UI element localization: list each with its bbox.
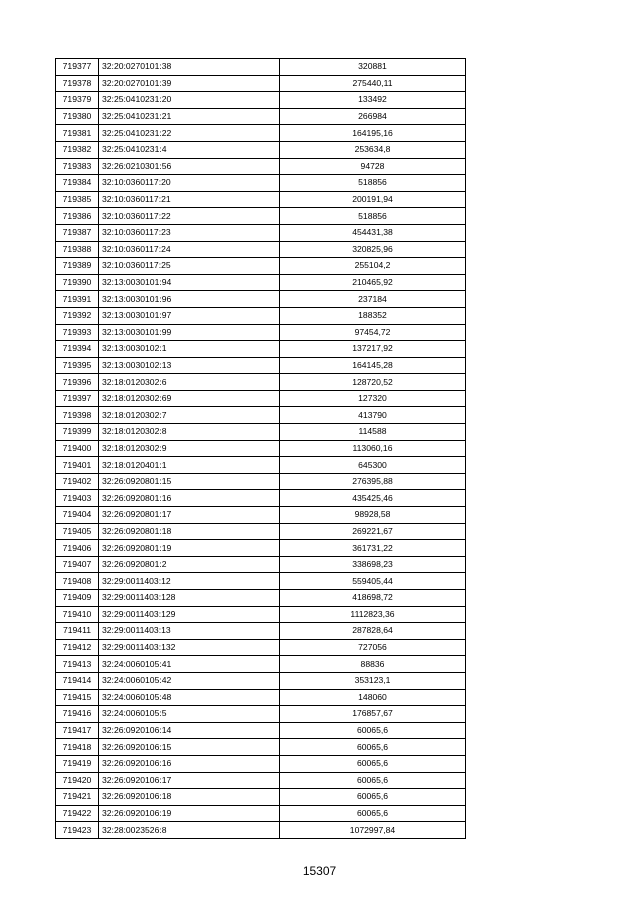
cadastral-code-cell: 32:26:0920801:18 [99, 523, 280, 540]
row-number-cell: 719404 [56, 507, 99, 524]
table-row [56, 639, 466, 656]
table-row [56, 341, 466, 358]
cadastral-code-cell: 32:25:0410231:21 [99, 108, 280, 125]
cadastral-code-cell: 32:29:0011403:12 [99, 573, 280, 590]
value-cell: 353123,1 [280, 672, 466, 689]
value-cell: 164145,28 [280, 357, 466, 374]
table-row [56, 457, 466, 474]
table-row [56, 125, 466, 142]
cadastral-code-cell: 32:18:0120302:7 [99, 407, 280, 424]
table-row [56, 507, 466, 524]
row-number-cell: 719394 [56, 341, 99, 358]
table-row [56, 241, 466, 258]
row-number-cell: 719405 [56, 523, 99, 540]
cadastral-code-cell: 32:25:0410231:20 [99, 92, 280, 109]
table-row [56, 490, 466, 507]
cadastral-code-cell: 32:29:0011403:128 [99, 590, 280, 607]
row-number-cell: 719399 [56, 424, 99, 441]
value-cell: 94728 [280, 158, 466, 175]
value-cell: 148060 [280, 689, 466, 706]
table-row [56, 291, 466, 308]
value-cell: 200191,94 [280, 191, 466, 208]
value-cell: 361731,22 [280, 540, 466, 557]
row-number-cell: 719406 [56, 540, 99, 557]
value-cell: 188352 [280, 307, 466, 324]
row-number-cell: 719414 [56, 672, 99, 689]
value-cell: 276395,88 [280, 473, 466, 490]
table-row [56, 141, 466, 158]
table-row [56, 274, 466, 291]
cadastral-code-cell: 32:20:0270101:38 [99, 59, 280, 76]
value-cell: 60065,6 [280, 805, 466, 822]
table-row [56, 672, 466, 689]
table-row [56, 689, 466, 706]
row-number-cell: 719415 [56, 689, 99, 706]
row-number-cell: 719402 [56, 473, 99, 490]
table-row [56, 258, 466, 275]
cadastral-code-cell: 32:29:0011403:13 [99, 623, 280, 640]
table-row [56, 108, 466, 125]
cadastral-code-cell: 32:26:0920106:19 [99, 805, 280, 822]
cadastral-code-cell: 32:20:0270101:39 [99, 75, 280, 92]
value-cell: 266984 [280, 108, 466, 125]
cadastral-code-cell: 32:13:0030102:1 [99, 341, 280, 358]
table-row [56, 374, 466, 391]
page-number: 15307 [302, 864, 337, 878]
table-body [56, 59, 466, 839]
table-row [56, 75, 466, 92]
row-number-cell: 719403 [56, 490, 99, 507]
table-row [56, 722, 466, 739]
row-number-cell: 719387 [56, 224, 99, 241]
cadastral-code-cell: 32:29:0011403:132 [99, 639, 280, 656]
row-number-cell: 719385 [56, 191, 99, 208]
row-number-cell: 719401 [56, 457, 99, 474]
value-cell: 60065,6 [280, 772, 466, 789]
row-number-cell: 719398 [56, 407, 99, 424]
table-row [56, 739, 466, 756]
row-number-cell: 719412 [56, 639, 99, 656]
table-row [56, 789, 466, 806]
table-row [56, 224, 466, 241]
row-number-cell: 719384 [56, 175, 99, 192]
row-number-cell: 719379 [56, 92, 99, 109]
cadastral-code-cell: 32:18:0120302:9 [99, 440, 280, 457]
cadastral-code-cell: 32:18:0120401:1 [99, 457, 280, 474]
value-cell: 113060,16 [280, 440, 466, 457]
value-cell: 320825,96 [280, 241, 466, 258]
cadastral-code-cell: 32:13:0030102:13 [99, 357, 280, 374]
row-number-cell: 719392 [56, 307, 99, 324]
cadastral-code-cell: 32:26:0920106:15 [99, 739, 280, 756]
row-number-cell: 719388 [56, 241, 99, 258]
data-table [55, 58, 466, 839]
row-number-cell: 719408 [56, 573, 99, 590]
value-cell: 164195,16 [280, 125, 466, 142]
table-row [56, 390, 466, 407]
value-cell: 88836 [280, 656, 466, 673]
value-cell: 98928,58 [280, 507, 466, 524]
value-cell: 1072997,84 [280, 822, 466, 839]
cadastral-code-cell: 32:24:0060105:41 [99, 656, 280, 673]
value-cell: 559405,44 [280, 573, 466, 590]
value-cell: 127320 [280, 390, 466, 407]
row-number-cell: 719400 [56, 440, 99, 457]
row-number-cell: 719389 [56, 258, 99, 275]
table-row [56, 158, 466, 175]
row-number-cell: 719391 [56, 291, 99, 308]
value-cell: 418698,72 [280, 590, 466, 607]
value-cell: 518856 [280, 175, 466, 192]
table-row [56, 523, 466, 540]
row-number-cell: 719421 [56, 789, 99, 806]
row-number-cell: 719411 [56, 623, 99, 640]
table-row [56, 357, 466, 374]
cadastral-code-cell: 32:10:0360117:24 [99, 241, 280, 258]
value-cell: 210465,92 [280, 274, 466, 291]
cadastral-code-cell: 32:18:0120302:6 [99, 374, 280, 391]
table-row [56, 755, 466, 772]
cadastral-code-cell: 32:13:0030101:97 [99, 307, 280, 324]
value-cell: 320881 [280, 59, 466, 76]
cadastral-code-cell: 32:26:0920106:17 [99, 772, 280, 789]
value-cell: 60065,6 [280, 722, 466, 739]
table-row [56, 175, 466, 192]
row-number-cell: 719393 [56, 324, 99, 341]
cadastral-code-cell: 32:13:0030101:99 [99, 324, 280, 341]
cadastral-code-cell: 32:26:0920106:18 [99, 789, 280, 806]
value-cell: 176857,67 [280, 706, 466, 723]
value-cell: 338698,23 [280, 556, 466, 573]
cadastral-code-cell: 32:18:0120302:8 [99, 424, 280, 441]
cadastral-code-cell: 32:26:0920801:17 [99, 507, 280, 524]
row-number-cell: 719397 [56, 390, 99, 407]
row-number-cell: 719381 [56, 125, 99, 142]
row-number-cell: 719407 [56, 556, 99, 573]
table-row [56, 407, 466, 424]
table-row [56, 706, 466, 723]
table-row [56, 805, 466, 822]
table-row [56, 590, 466, 607]
table-row [56, 822, 466, 839]
table-row [56, 307, 466, 324]
table-row [56, 440, 466, 457]
row-number-cell: 719413 [56, 656, 99, 673]
cadastral-code-cell: 32:13:0030101:96 [99, 291, 280, 308]
cadastral-code-cell: 32:18:0120302:69 [99, 390, 280, 407]
value-cell: 60065,6 [280, 755, 466, 772]
row-number-cell: 719418 [56, 739, 99, 756]
table-row [56, 473, 466, 490]
row-number-cell: 719417 [56, 722, 99, 739]
cadastral-code-cell: 32:28:0023526:8 [99, 822, 280, 839]
cadastral-code-cell: 32:26:0210301:56 [99, 158, 280, 175]
value-cell: 269221,67 [280, 523, 466, 540]
table-row [56, 573, 466, 590]
value-cell: 413790 [280, 407, 466, 424]
table-row [56, 191, 466, 208]
cadastral-code-cell: 32:10:0360117:25 [99, 258, 280, 275]
value-cell: 287828,64 [280, 623, 466, 640]
value-cell: 518856 [280, 208, 466, 225]
row-number-cell: 719410 [56, 606, 99, 623]
value-cell: 137217,92 [280, 341, 466, 358]
cadastral-code-cell: 32:26:0920801:2 [99, 556, 280, 573]
table-row [56, 59, 466, 76]
table-row [56, 623, 466, 640]
value-cell: 128720,52 [280, 374, 466, 391]
table-row [56, 556, 466, 573]
value-cell: 454431,38 [280, 224, 466, 241]
cadastral-code-cell: 32:10:0360117:23 [99, 224, 280, 241]
table-row [56, 656, 466, 673]
row-number-cell: 719396 [56, 374, 99, 391]
value-cell: 1112823,36 [280, 606, 466, 623]
cadastral-code-cell: 32:26:0920801:19 [99, 540, 280, 557]
row-number-cell: 719382 [56, 141, 99, 158]
row-number-cell: 719416 [56, 706, 99, 723]
cadastral-code-cell: 32:10:0360117:20 [99, 175, 280, 192]
value-cell: 255104,2 [280, 258, 466, 275]
value-cell: 645300 [280, 457, 466, 474]
value-cell: 435425,46 [280, 490, 466, 507]
cadastral-code-cell: 32:26:0920801:15 [99, 473, 280, 490]
value-cell: 60065,6 [280, 739, 466, 756]
table-row [56, 606, 466, 623]
value-cell: 114588 [280, 424, 466, 441]
cadastral-code-cell: 32:24:0060105:5 [99, 706, 280, 723]
cadastral-code-cell: 32:13:0030101:94 [99, 274, 280, 291]
table-row [56, 92, 466, 109]
table-row [56, 208, 466, 225]
value-cell: 97454,72 [280, 324, 466, 341]
cadastral-code-cell: 32:26:0920106:14 [99, 722, 280, 739]
cadastral-code-cell: 32:26:0920106:16 [99, 755, 280, 772]
row-number-cell: 719377 [56, 59, 99, 76]
cadastral-code-cell: 32:10:0360117:21 [99, 191, 280, 208]
row-number-cell: 719422 [56, 805, 99, 822]
cadastral-code-cell: 32:24:0060105:42 [99, 672, 280, 689]
cadastral-code-cell: 32:10:0360117:22 [99, 208, 280, 225]
value-cell: 237184 [280, 291, 466, 308]
table-row [56, 324, 466, 341]
cadastral-code-cell: 32:25:0410231:4 [99, 141, 280, 158]
row-number-cell: 719423 [56, 822, 99, 839]
row-number-cell: 719390 [56, 274, 99, 291]
row-number-cell: 719378 [56, 75, 99, 92]
row-number-cell: 719395 [56, 357, 99, 374]
row-number-cell: 719419 [56, 755, 99, 772]
value-cell: 275440,11 [280, 75, 466, 92]
cadastral-code-cell: 32:25:0410231:22 [99, 125, 280, 142]
row-number-cell: 719420 [56, 772, 99, 789]
table-row [56, 424, 466, 441]
value-cell: 727056 [280, 639, 466, 656]
table-row [56, 540, 466, 557]
value-cell: 253634,8 [280, 141, 466, 158]
value-cell: 60065,6 [280, 789, 466, 806]
row-number-cell: 719386 [56, 208, 99, 225]
row-number-cell: 719409 [56, 590, 99, 607]
row-number-cell: 719380 [56, 108, 99, 125]
cadastral-code-cell: 32:26:0920801:16 [99, 490, 280, 507]
value-cell: 133492 [280, 92, 466, 109]
cadastral-code-cell: 32:29:0011403:129 [99, 606, 280, 623]
table-row [56, 772, 466, 789]
row-number-cell: 719383 [56, 158, 99, 175]
cadastral-code-cell: 32:24:0060105:48 [99, 689, 280, 706]
